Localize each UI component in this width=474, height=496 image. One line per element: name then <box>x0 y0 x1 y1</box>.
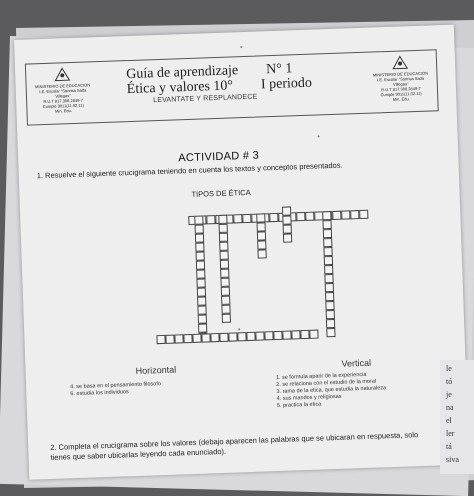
crossword-cell[interactable] <box>221 287 230 296</box>
crossword-cell[interactable] <box>165 335 174 344</box>
crossword-cell[interactable] <box>220 278 229 287</box>
crossword-cell[interactable] <box>257 249 266 258</box>
crossword-cell[interactable] <box>332 211 341 220</box>
crossword-cell[interactable] <box>196 251 205 260</box>
logo-line: Min. Edu. <box>392 96 410 102</box>
side-text: siva <box>446 455 459 464</box>
logo-line: MINISTERIO DE EDUCACION <box>372 70 429 78</box>
guide-number: N° 1 <box>265 61 293 78</box>
crossword-cell[interactable] <box>197 287 206 296</box>
crossword-cell[interactable] <box>237 332 246 341</box>
crossword-cell[interactable] <box>220 269 229 278</box>
side-text: je <box>446 390 452 399</box>
crossword-cell[interactable] <box>264 331 273 340</box>
crossword-cell[interactable] <box>324 256 333 265</box>
logo-line: Cumple 9011(11.02.11) <box>380 90 422 98</box>
crossword-cell[interactable] <box>283 233 292 242</box>
side-text: tó <box>446 377 453 386</box>
school-logo-left <box>32 66 94 120</box>
crossword-cell[interactable] <box>246 332 255 341</box>
crossword-cell[interactable] <box>324 265 333 274</box>
crossword-cell[interactable] <box>269 213 278 222</box>
crossword-cell[interactable] <box>219 224 228 233</box>
seal-icon <box>53 67 71 82</box>
period: I periodo <box>260 75 313 93</box>
crossword-cell[interactable] <box>196 278 205 287</box>
crossword-cell[interactable] <box>196 260 205 269</box>
horizontal-heading: Horizontal <box>135 364 177 376</box>
logo-line: MINISTERIO DE EDUCACION <box>34 82 91 90</box>
horizontal-clues <box>70 381 161 398</box>
crossword-cell[interactable] <box>219 333 228 342</box>
adjacent-sheet-edge <box>440 360 474 474</box>
crossword-cell[interactable] <box>198 314 207 323</box>
paper-speck <box>318 135 320 137</box>
instruction-2: 2. Completa el crucigrama sobre los valores (debajo aparecen las palabras que se ubicaran en respuesta, solo tienes que saber ubicarlas leyendo cada enunciado). <box>50 430 419 462</box>
crossword-cell[interactable] <box>305 212 314 221</box>
crossword-cell[interactable] <box>195 233 204 242</box>
school-motto: LEVANTATE Y RESPLANDECE <box>153 93 258 105</box>
title-block <box>126 59 347 105</box>
crossword-cell[interactable] <box>257 222 266 231</box>
crossword-cell[interactable] <box>206 215 215 224</box>
crossword-cell[interactable] <box>323 238 332 247</box>
subject: Ética y valores 10° <box>126 78 234 98</box>
logo-line: Cumple 9011(11.02.11) <box>42 102 84 110</box>
side-text: ler <box>446 429 455 438</box>
crossword-cell[interactable] <box>220 260 229 269</box>
crossword-cell[interactable] <box>255 331 264 340</box>
crossword-cell[interactable] <box>309 330 318 339</box>
crossword-cell[interactable] <box>221 305 230 314</box>
clue-item: 3. rama de la etica, que estudia la naturaleza <box>276 385 387 396</box>
crossword-cell[interactable] <box>197 305 206 314</box>
crossword-cell[interactable] <box>326 310 335 319</box>
side-text: le <box>446 364 452 373</box>
crossword-cell[interactable] <box>296 212 305 221</box>
crossword-cell[interactable] <box>282 330 291 339</box>
crossword-cell[interactable] <box>322 220 331 229</box>
crossword-cell[interactable] <box>219 242 228 251</box>
crossword-cell[interactable] <box>326 319 335 328</box>
crossword-cell[interactable] <box>210 333 219 342</box>
crossword-cell[interactable] <box>323 229 332 238</box>
crossword-cell[interactable] <box>324 274 333 283</box>
crossword-cell[interactable] <box>183 334 192 343</box>
logo-line: R.U.T 817.306.2849-7 <box>381 85 421 93</box>
crossword-cell[interactable] <box>195 224 204 233</box>
crossword-cell[interactable] <box>323 247 332 256</box>
logo-line: R.U.T 817.306.2849-7 <box>43 97 83 105</box>
vertical-clues <box>276 371 387 410</box>
crossword-cell[interactable] <box>195 242 204 251</box>
crossword-cell[interactable] <box>196 269 205 278</box>
side-text: el <box>446 416 452 425</box>
crossword-cell[interactable] <box>325 301 334 310</box>
crossword-cell[interactable] <box>273 331 282 340</box>
crossword-cell[interactable] <box>194 216 203 225</box>
crossword-cell[interactable] <box>282 206 291 215</box>
crossword-cell[interactable] <box>174 334 183 343</box>
crossword-cell[interactable] <box>300 330 309 339</box>
crossword-cell[interactable] <box>219 233 228 242</box>
logo-line: Min. Edu. <box>54 108 73 114</box>
crossword-cell[interactable] <box>325 292 334 301</box>
clue-item: 4. sus mandos y religiosas <box>276 393 342 403</box>
vertical-heading: Vertical <box>341 357 372 369</box>
crossword-cell[interactable] <box>233 214 242 223</box>
crossword-cell[interactable] <box>221 296 230 305</box>
crossword-cell[interactable] <box>222 314 231 323</box>
crossword-cell[interactable] <box>198 323 207 332</box>
crossword-cell[interactable] <box>341 210 350 219</box>
logo-line: I.E. Escolar "Sonrisa Sada Villegas" <box>377 75 425 87</box>
crossword-cell[interactable] <box>291 330 300 339</box>
side-text: tá <box>446 442 452 451</box>
activity-title: ACTIVIDAD # 3 <box>178 149 260 165</box>
paper-speck <box>238 328 240 330</box>
crossword-cell[interactable] <box>192 334 201 343</box>
crossword-cell[interactable] <box>257 231 266 240</box>
clue-item: 2. se relaciona con el estudio de la moral <box>276 378 377 389</box>
paper-speck <box>240 46 242 48</box>
side-text: na <box>446 403 454 412</box>
crossword-cell[interactable] <box>197 296 206 305</box>
clue-item: 5. practica la etica <box>276 401 322 410</box>
crossword-cell[interactable] <box>359 210 368 219</box>
crossword-cell[interactable] <box>325 283 334 292</box>
crossword-cell[interactable] <box>283 224 292 233</box>
seal-icon <box>391 55 409 70</box>
crossword-cell[interactable] <box>201 333 210 342</box>
crossword-cell[interactable] <box>282 215 291 224</box>
clue-item: 1. se formula aparir de la experiencia <box>275 371 367 382</box>
instruction-1: 1. Resuelve el siguiente crucigrama teniendo en cuenta los textos y conceptos presentados. <box>36 160 343 181</box>
crossword-cell[interactable] <box>350 210 359 219</box>
school-logo-right <box>370 54 432 108</box>
clue-item: 4. se basa en el pensamiento filosofo <box>70 381 162 391</box>
crossword-cell[interactable] <box>156 335 165 344</box>
worksheet-page <box>14 25 469 480</box>
crossword-cell[interactable] <box>322 211 331 220</box>
header-box <box>25 49 439 125</box>
crossword-title: TIPOS DE ÉTICA <box>191 187 251 199</box>
crossword-cell[interactable] <box>242 214 251 223</box>
clue-item: 6. estudia los individuos <box>70 389 129 398</box>
crossword-cell[interactable] <box>218 215 227 224</box>
logo-line: I.E. Escolar "Sonrisa Sada Villegas" <box>39 87 87 99</box>
crossword-cell[interactable] <box>228 332 237 341</box>
crossword-cell[interactable] <box>326 328 335 337</box>
crossword-cell[interactable] <box>219 251 228 260</box>
crossword-cell[interactable] <box>257 240 266 249</box>
guide-title: Guía de aprendizaje <box>126 63 239 83</box>
crossword-cell[interactable] <box>256 213 265 222</box>
